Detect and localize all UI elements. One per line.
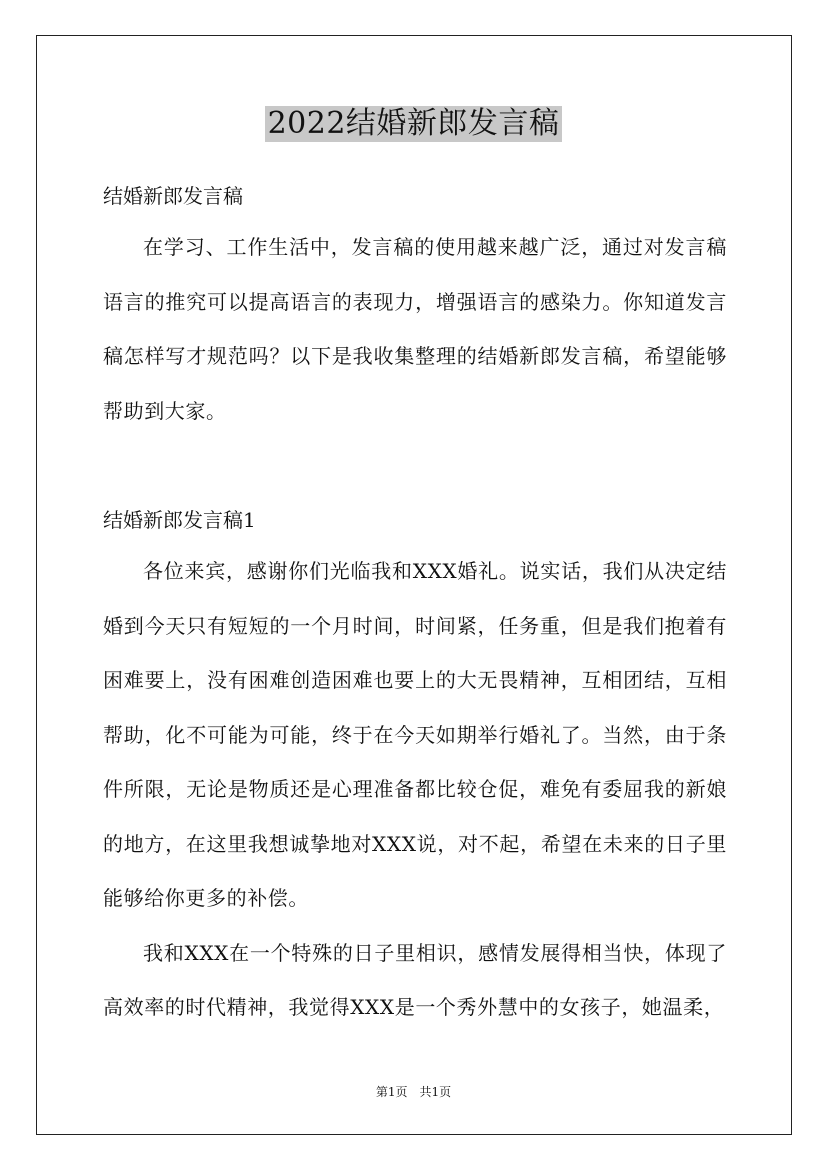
intro-paragraph: 在学习、工作生活中，发言稿的使用越来越广泛，通过对发言稿语言的推究可以提高语言的表现力，增强语言的感染力。你知道发言稿怎样写才规范吗？以下是我收集整理的结婚新郎发言稿，希望能够帮助到大家。 (103, 235, 727, 423)
section-spacer (103, 438, 727, 496)
document-title: 2022结婚新郎发言稿 (265, 106, 563, 142)
section1-paragraph-2: 我和XXX在一个特殊的日子里相识，感情发展得相当快，体现了高效率的时代精神，我觉得XXX是一个秀外慧中的女孩子，她温柔， (103, 940, 727, 1019)
page-footer: 第1页 共1页 (375, 1085, 452, 1099)
section1-paragraph-1: 各位来宾，感谢你们光临我和XXX婚礼。说实话，我们从决定结婚到今天只有短短的一个月时间，时间紧，任务重，但是我们抱着有困难要上，没有困难创造困难也要上的大无畏精神，互相团结，互相帮助，化不可能为可能，终于在今天如期举行婚礼了。当然，由于条件所限，无论是物质还是心理准备都比较仓促，难免有委屈我的新娘的地方，在这里我想诚挚地对XXX说，对不起，希望在未来的日子里能够给你更多的补偿。 (103, 559, 727, 910)
document-body (103, 172, 727, 1035)
title-container (0, 106, 827, 142)
intro-heading: 结婚新郎发言稿 (103, 184, 243, 208)
section1-heading: 结婚新郎发言稿1 (103, 508, 256, 532)
